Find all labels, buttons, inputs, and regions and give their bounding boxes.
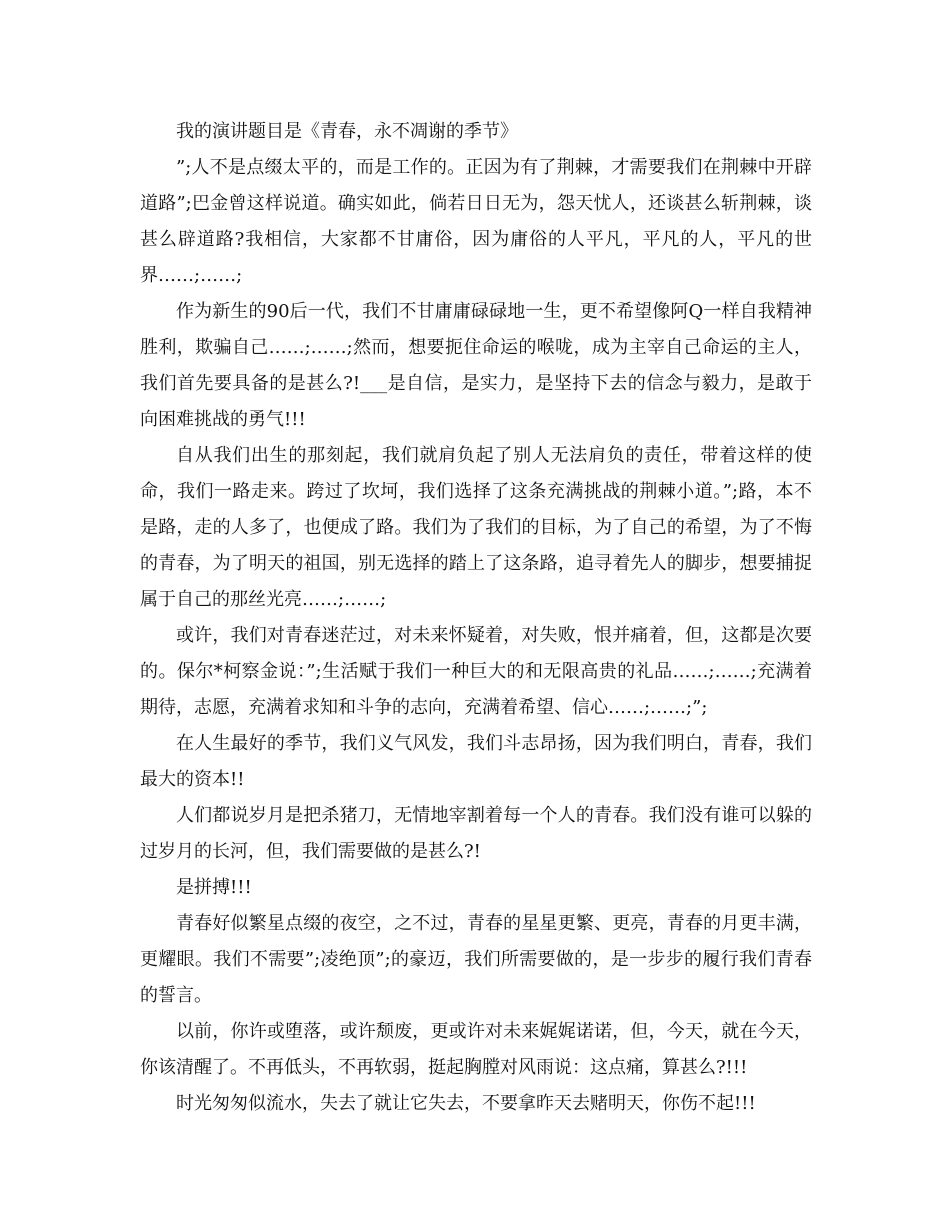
speech-text bbox=[140, 114, 812, 1122]
paragraph: 作为新生的90后一代，我们不甘庸庸碌碌地一生，更不希望像阿Q一样自我精神胜利，欺骗自己……;……;然而，想要扼住命运的喉咙，成为主宰自己命运的主人，我们首先要具备的是甚么?!___是自信，是实力，是坚持下去的信念与毅力，是敢于向困难挑战的勇气!!! bbox=[140, 301, 812, 430]
paragraph: 是拼搏!!! bbox=[176, 877, 252, 898]
paragraph: 时光匆匆似流水，失去了就让它失去，不要拿昨天去赌明天，你伤不起!!! bbox=[176, 1093, 756, 1114]
paragraph: 青春好似繁星点缀的夜空，之不过，青春的星星更繁、更亮，青春的月更丰满，更耀眼。我们不需要”;凌绝顶”;的豪迈，我们所需要做的，是一步步的履行我们青春的誓言。 bbox=[140, 913, 812, 1006]
paragraph-title: 我的演讲题目是《青春，永不凋谢的季节》 bbox=[176, 121, 518, 142]
paragraph: 以前，你许或堕落，或许颓废，更或许对未来娓娓诺诺，但，今天，就在今天，你该清醒了。不再低头，不再软弱，挺起胸膛对风雨说：这点痛，算甚么?!!! bbox=[140, 1021, 812, 1078]
paragraph: 自从我们出生的那刻起，我们就肩负起了别人无法肩负的责任，带着这样的使命，我们一路走来。跨过了坎坷，我们选择了这条充满挑战的荆棘小道。”;路，本不是路，走的人多了，也便成了路。我们为了我们的目标，为了自己的希望，为了不悔的青春，为了明天的祖国，别无选择的踏上了这条路，追寻着先人的脚步，想要捕捉属于自己的那丝光亮……;……; bbox=[140, 445, 812, 610]
paragraph: 人们都说岁月是把杀猪刀，无情地宰割着每一个人的青春。我们没有谁可以躲的过岁月的长河，但，我们需要做的是甚么?! bbox=[140, 805, 812, 862]
paragraph: 或许，我们对青春迷茫过，对未来怀疑着，对失败，恨并痛着，但，这都是次要的。保尔*柯察金说：”;生活赋于我们一种巨大的和无限高贵的礼品……;……;充满着期待，志愿，充满着求知和斗争的志向，充满着希望、信心……;……;”; bbox=[140, 625, 812, 718]
paragraph: 在人生最好的季节，我们义气风发，我们斗志昂扬，因为我们明白，青春，我们最大的资本!! bbox=[140, 733, 812, 790]
paragraph: ”;人不是点缀太平的，而是工作的。正因为有了荆棘，才需要我们在荆棘中开辟道路”;巴金曾这样说道。确实如此，倘若日日无为，怨天忧人，还谈甚么斩荆棘，谈甚么辟道路?我相信，大家都不甘庸俗，因为庸俗的人平凡，平凡的人，平凡的世界……;……; bbox=[140, 157, 812, 286]
